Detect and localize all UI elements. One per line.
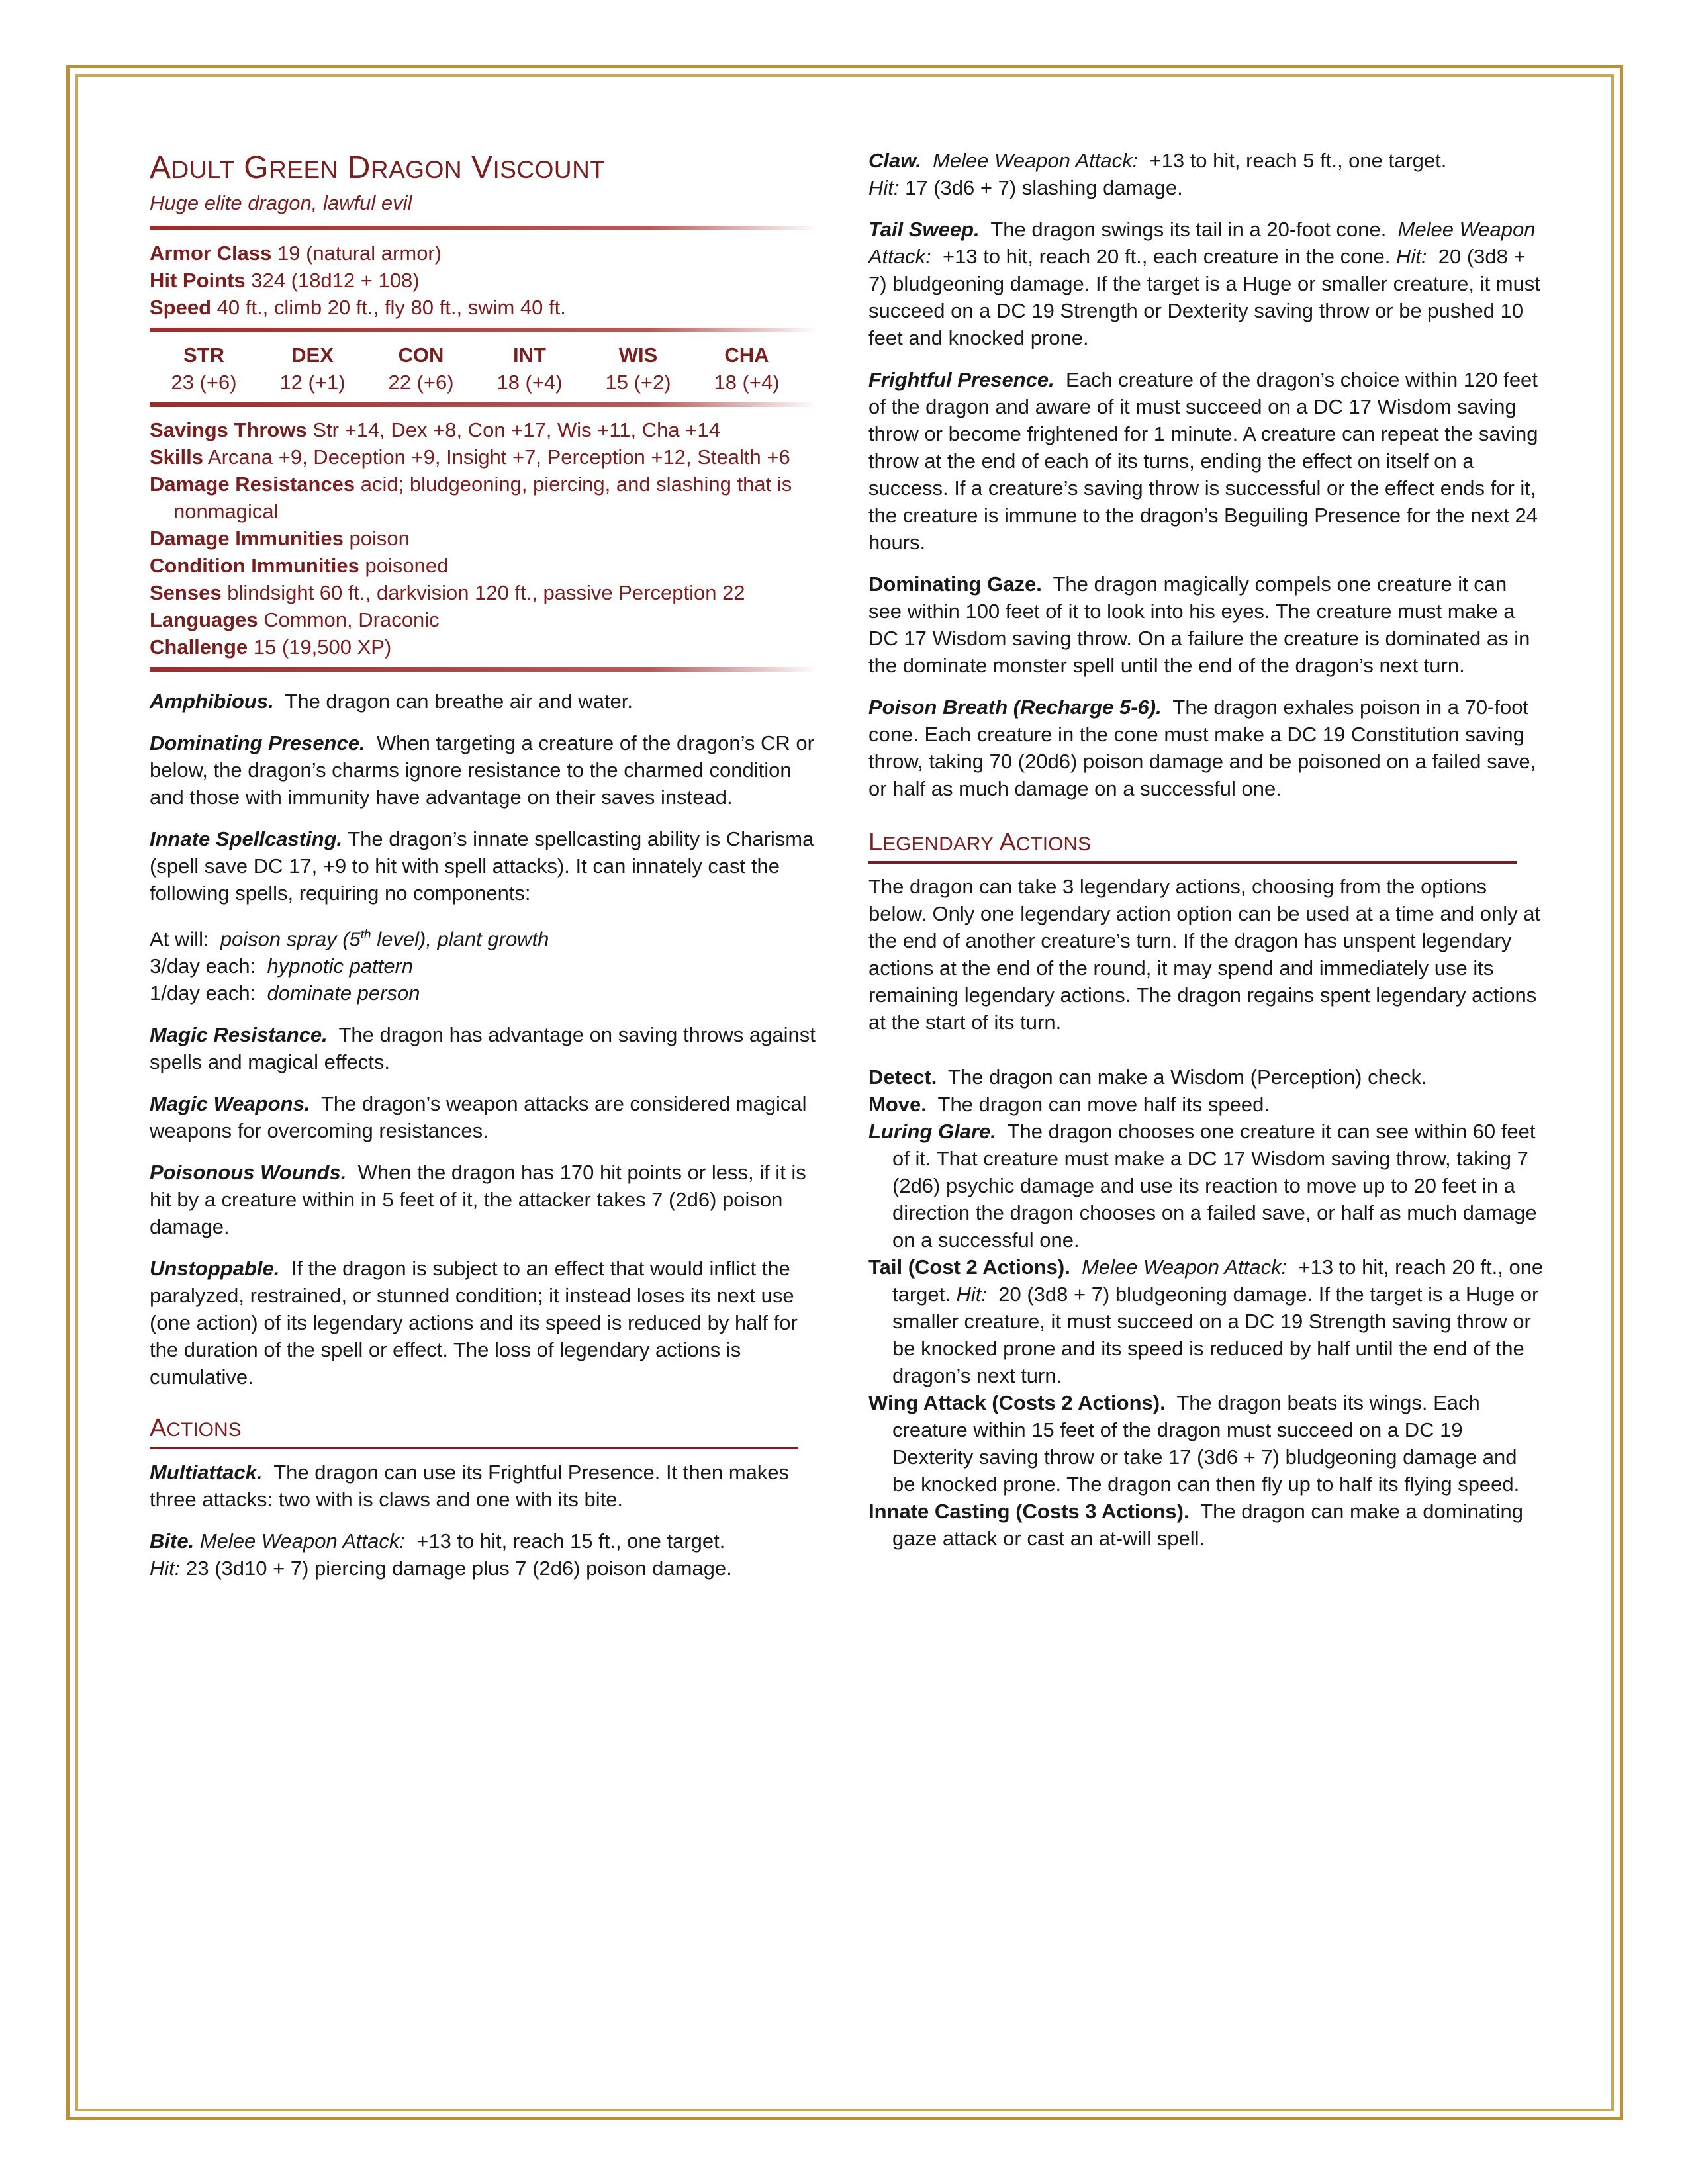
languages: Languages Common, Draconic — [150, 608, 440, 631]
ability-names — [150, 341, 818, 369]
challenge: Challenge 15 (19,500 XP) — [150, 635, 392, 659]
action-bite: Bite. Melee Weapon Attack: +13 to hit, reach 15 ft., one target. Hit: 23 (3d10 + 7) piercing damage plus 7 (2d6) poison damage. — [150, 1529, 732, 1580]
action-frightful-presence: Frightful Presence. Each creature of the dragon’s choice within 120 feet of the dragon and aware of it must succeed on a DC 17 Wisdom saving throw or become frightened for 1 minute. A creature can repeat the saving throw at the end of each of its turns, ending the effect on itself on a success. If a creature’s saving throw is successful or the effect ends for it, the creature is immune to the dragon’s Beguiling Presence for the next 24 hours. — [868, 368, 1538, 554]
monster-title: ADULT GREEN DRAGON VISCOUNT — [150, 150, 606, 185]
ability-score: 12 (+1) — [279, 371, 346, 394]
action-poison-breath: Poison Breath (Recharge 5-6). The dragon exhales poison in a 70-foot cone. Each creature in the cone must make a DC 19 Constitution saving throw, taking 70 (20d6) poison damage and be poisoned on a failed save, or half as much damage on a successful one. — [868, 696, 1536, 800]
skills: Skills Arcana +9, Deception +9, Insight +7, Perception +12, Stealth +6 — [150, 445, 790, 469]
legendary-detect: Detect. The dragon can make a Wisdom (Perception) check. — [868, 1066, 1427, 1089]
damage-resistances: Damage Resistances acid; bludgeoning, piercing, and slashing that is nonmagical — [150, 473, 792, 523]
damage-immunities: Damage Immunities poison — [150, 527, 410, 550]
condition-immunities: Condition Immunities poisoned — [150, 554, 449, 577]
ability-name: CON — [398, 343, 444, 367]
trait-dominating-presence: Dominating Presence. When targeting a creature of the dragon’s CR or below, the dragon’s charms ignore resistance to the charmed condition and those with immunity have advantage on their saves instead. — [150, 731, 814, 809]
legendary-wing-attack: Wing Attack (Costs 2 Actions). The dragon beats its wings. Each creature within 15 feet of the dragon must succeed on a DC 19 Dexterity saving throw or take 17 (3d6 + 7) bludgeoning damage and be knocked prone. The dragon can then fly up to half its flying speed. — [868, 1391, 1520, 1496]
legendary-intro: The dragon can take 3 legendary actions, choosing from the options below. Only one legendary action option can be used at a time and only at the end of another creature’s turn. If the dragon has unspent legendary actions at the end of the round, it may spend and immediately use its remaining legendary actions. The dragon regains spent legendary actions at the start of its turn. — [868, 875, 1541, 1034]
legendary-luring-glare: Luring Glare. The dragon chooses one creature it can see within 60 feet of it. That creature must make a DC 17 Wisdom saving throw, taking 7 (2d6) psychic damage and use its reaction to move up to 20 feet in a direction the dragon chooses on a failed save, or half as much damage on a successful one. — [868, 1120, 1537, 1251]
legendary-move: Move. The dragon can move half its speed. — [868, 1093, 1270, 1116]
speed: Speed 40 ft., climb 20 ft., fly 80 ft., swim 40 ft. — [150, 296, 566, 319]
divider-rule — [150, 328, 818, 332]
armor-class: Armor Class 19 (natural armor) — [150, 242, 442, 265]
legendary-innate-casting: Innate Casting (Costs 3 Actions). The dragon can make a dominating gaze attack or cast an at-will spell. — [868, 1500, 1523, 1550]
action-multiattack: Multiattack. The dragon can use its Frightful Presence. It then makes three attacks: two with is claws and one with its bite. — [150, 1461, 790, 1512]
divider-rule — [150, 667, 818, 672]
ability-score: 18 (+4) — [496, 371, 563, 394]
action-dominating-gaze: Dominating Gaze. The dragon magically compels one creature it can see within 100 feet of it to look into his eyes. The creature must make a DC 17 Wisdom saving throw. On a failure the creature is dominated as in the dominate monster spell until the end of the dragon’s next turn. — [868, 572, 1530, 677]
trait-magic-resistance: Magic Resistance. The dragon has advantage on saving throws against spells and magical effects. — [150, 1023, 816, 1074]
legendary-action-list — [868, 1064, 1544, 1552]
ability-name: INT — [513, 343, 546, 367]
hit-points: Hit Points 324 (18d12 + 108) — [150, 269, 420, 292]
action-tail-sweep: Tail Sweep. The dragon swings its tail in a 20-foot cone. Melee Weapon Attack: +13 to hit, reach 20 ft., each creature in the cone. Hit: 20 (3d8 + 7) bludgeoning damage. If the target is a Huge or smaller creature, it must succeed on a DC 19 Strength or Dexterity saving throw or be pushed 10 feet and knocked prone. — [868, 218, 1540, 349]
action-claw: Claw. Melee Weapon Attack: +13 to hit, reach 5 ft., one target. Hit: 17 (3d6 + 7) slashing damage. — [868, 149, 1447, 199]
spell-line-1-day: 1/day each: dominate person — [150, 981, 420, 1005]
right-column — [868, 147, 1544, 1552]
divider-rule — [150, 402, 818, 407]
ability-name: DEX — [291, 343, 334, 367]
left-column — [150, 149, 818, 1596]
legendary-tail: Tail (Cost 2 Actions). Melee Weapon Attack: +13 to hit, reach 20 ft., one target. Hit: 20 (3d8 + 7) bludgeoning damage. If the target is a Huge or smaller creature, it must succeed on a DC 19 Strength saving throw or be knocked prone and its speed is reduced by half until the end of the dragon’s next turn. — [868, 1255, 1544, 1387]
ability-scores — [150, 369, 818, 396]
senses: Senses blindsight 60 ft., darkvision 120 ft., passive Perception 22 — [150, 581, 745, 604]
trait-innate-spellcasting: Innate Spellcasting. The dragon’s innate spellcasting ability is Charisma (spell save DC 17, +9 to hit with spell attacks). It can innately cast the following spells, requiring no components: — [150, 827, 814, 905]
monster-subtitle: Huge elite dragon, lawful evil — [150, 191, 412, 214]
ability-score: 23 (+6) — [171, 371, 237, 394]
spell-line-3-day: 3/day each: hypnotic pattern — [150, 954, 414, 978]
spell-line-at-will: At will: poison spray (5th level), plant growth — [150, 927, 549, 951]
ability-score: 18 (+4) — [714, 371, 780, 394]
divider-rule — [150, 226, 818, 230]
legendary-actions-heading: LEGENDARY ACTIONS — [868, 827, 1517, 864]
ability-score: 22 (+6) — [388, 371, 454, 394]
trait-unstoppable: Unstoppable. If the dragon is subject to an effect that would inflict the paralyzed, restrained, or stunned condition; it instead loses its next use (one action) of its legendary actions and its speed is reduced by half for the duration of the spell or effect. The loss of legendary actions is cumulative. — [150, 1257, 798, 1389]
ability-score: 15 (+2) — [605, 371, 671, 394]
ability-name: STR — [183, 343, 224, 367]
actions-heading: ACTIONS — [150, 1413, 798, 1449]
trait-poisonous-wounds: Poisonous Wounds. When the dragon has 170 hit points or less, if it is hit by a creature within in 5 feet of it, the attacker takes 7 (2d6) poison damage. — [150, 1161, 806, 1239]
saving-throws: Savings Throws Str +14, Dex +8, Con +17, Wis +11, Cha +14 — [150, 418, 720, 441]
spell-list — [150, 921, 818, 1007]
trait-magic-weapons: Magic Weapons. The dragon’s weapon attacks are considered magical weapons for overcoming resistances. — [150, 1092, 807, 1143]
ability-name: WIS — [618, 343, 658, 367]
trait-amphibious: Amphibious. The dragon can breathe air and water. — [150, 690, 633, 713]
ability-name: CHA — [724, 343, 769, 367]
